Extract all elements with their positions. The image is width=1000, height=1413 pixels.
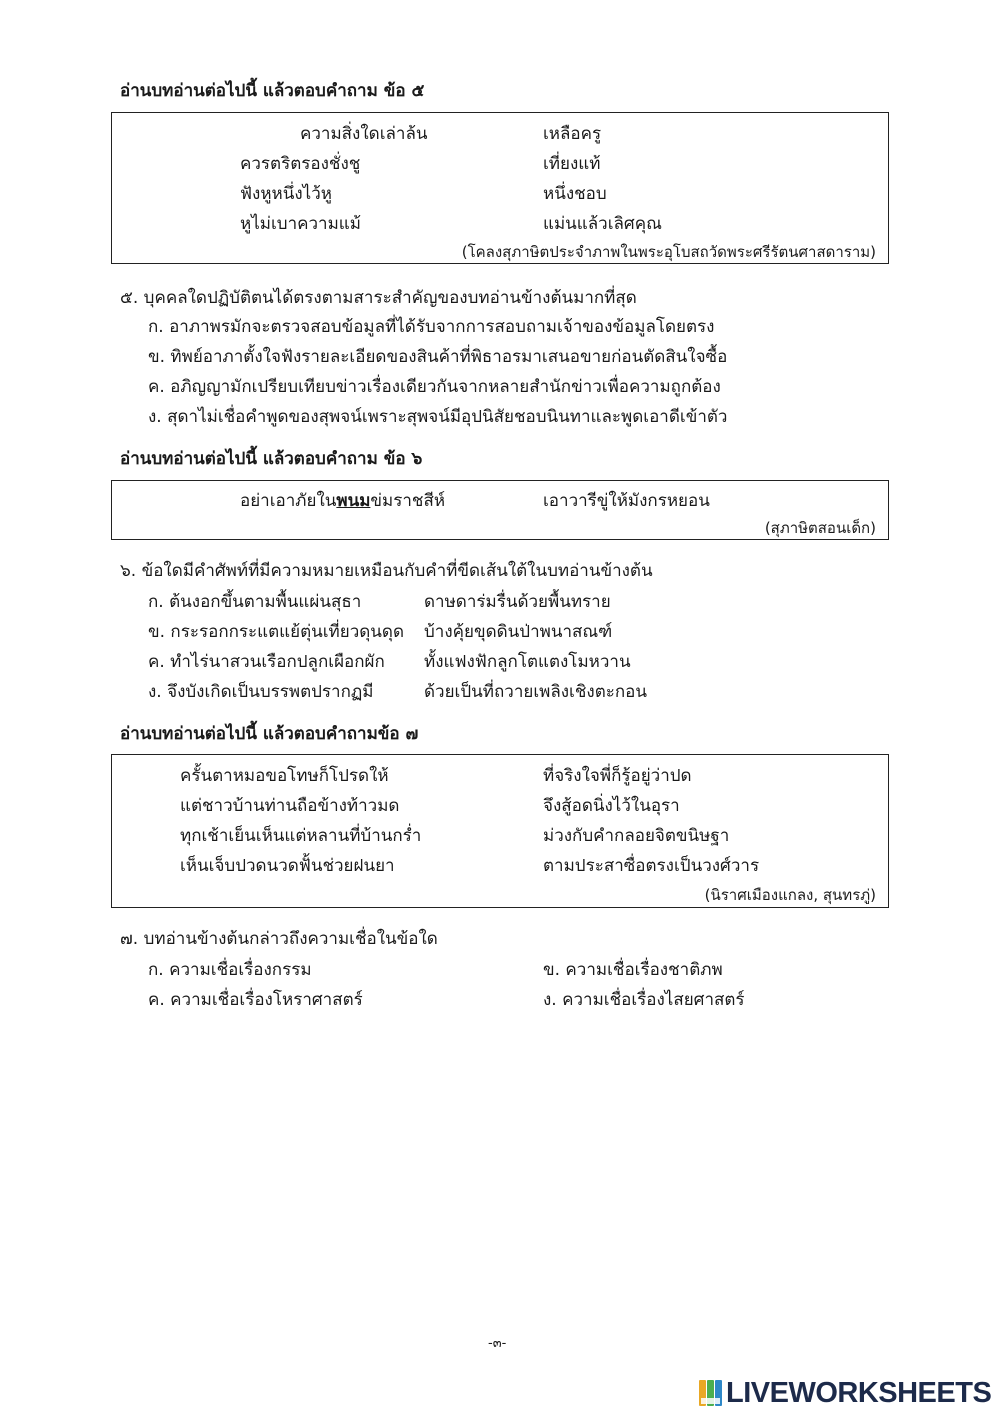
poem-line-left: เห็นเจ็บปวดนวดฟั้นช่วยฝนยา: [180, 856, 395, 876]
section-6-heading: อ่านบทอ่านต่อไปนี้ แล้วตอบคำถาม ข้อ ๖: [120, 449, 423, 469]
choice-6-d-second: ด้วยเป็นที่ถวายเพลิงเชิงตะกอน: [424, 682, 648, 702]
choice-5-d[interactable]: ง. สุดาไม่เชื่อคำพูดของสุพจน์เพราะสุพจน์มีอุปนิสัยชอบนินทาและพูดเอาดีเข้าตัว: [148, 407, 728, 427]
liveworksheets-logo: [698, 1376, 991, 1410]
section-5-heading: อ่านบทอ่านต่อไปนี้ แล้วตอบคำถาม ข้อ ๕: [120, 81, 425, 101]
choice-6-d[interactable]: ง. จึงบังเกิดเป็นบรรพตปรากฏมี: [148, 682, 374, 702]
poem-source: (สุภาษิตสอนเด็ก): [764, 519, 876, 537]
poem-source: (นิราศเมืองแกลง, สุนทรภู่): [704, 886, 876, 904]
poem-line-left: หูไม่เบาความแม้: [240, 214, 361, 234]
poem-line-left: [240, 487, 445, 514]
question-6: ๖. ข้อใดมีคำศัพท์ที่มีความหมายเหมือนกับคำที่ขีดเส้นใต้ในบทอ่านข้างต้น: [120, 561, 653, 581]
liveworksheets-logo-icon: [698, 1378, 724, 1408]
poem-line-right: เอาวารีขู่ให้มังกรหยอน: [543, 491, 710, 511]
poem-line-right: แม่นแล้วเลิศคุณ: [543, 214, 662, 234]
choice-5-a[interactable]: ก. อาภาพรมักจะตรวจสอบข้อมูลที่ได้รับจากการสอบถามเจ้าของข้อมูลโดยตรง: [148, 317, 715, 337]
poem-line-left: ความสิ่งใดเล่าล้น: [300, 124, 428, 144]
page-number: -๓-: [488, 1336, 507, 1351]
choice-7-b[interactable]: ข. ความเชื่อเรื่องชาติภพ: [543, 960, 723, 980]
poem-line-right: จึงสู้อดนิ่งไว้ในอุรา: [543, 796, 680, 816]
choice-5-c[interactable]: ค. อภิญญามักเปรียบเทียบข่าวเรื่องเดียวกันจากหลายสำนักข่าวเพื่อความถูกต้อง: [148, 377, 721, 397]
poem-line-right: เหลือครู: [543, 124, 602, 144]
poem-line-right: ตามประสาซื่อตรงเป็นวงศ์วาร: [543, 856, 760, 876]
poem-line-right: ม่วงกับคำกลอยจิตขนิษฐา: [543, 826, 730, 846]
poem-line-left: ทุกเช้าเย็นเห็นแต่หลานที่บ้านกร่ำ: [180, 826, 422, 846]
choice-6-b-second: บ้างคุ้ยขุดดินป่าพนาสณฑ์: [424, 622, 613, 642]
choice-7-d[interactable]: ง. ความเชื่อเรื่องไสยศาสตร์: [543, 990, 745, 1010]
poem-line-left: ควรตริตรองชั่งชู: [240, 154, 361, 174]
choice-7-a[interactable]: ก. ความเชื่อเรื่องกรรม: [148, 960, 312, 980]
poem-text: ข่มราชสีห์: [370, 491, 446, 511]
poem-line-left: ฟังหูหนึ่งไว้หู: [240, 184, 332, 204]
poem-text: อย่าเอาภัยใน: [240, 491, 337, 511]
poem-line-right: เที่ยงแท้: [543, 154, 601, 174]
choice-6-a-second: ดาษดาร่มรื่นด้วยพื้นทราย: [424, 592, 611, 612]
poem-line-right: ที่จริงใจพี่ก็รู้อยู่ว่าปด: [543, 766, 692, 786]
choice-6-c[interactable]: ค. ทำไร่นาสวนเรือกปลูกเผือกผัก: [148, 652, 385, 672]
poem-line-left: แต่ชาวบ้านท่านถือข้างท้าวมด: [180, 796, 400, 816]
liveworksheets-logo-text: LIVEWORKSHEETS: [726, 1376, 992, 1409]
choice-7-c[interactable]: ค. ความเชื่อเรื่องโหราศาสตร์: [148, 990, 363, 1010]
poem-line-left: ครั้นตาหมอขอโทษก็โปรดให้: [180, 766, 389, 786]
poem-line-right: หนึ่งชอบ: [543, 184, 607, 204]
choice-6-a[interactable]: ก. ต้นงอกขึ้นตามพื้นแผ่นสุธา: [148, 592, 362, 612]
underlined-word: พนม: [336, 491, 371, 511]
choice-6-c-second: ทั้งแฟงฟักลูกโตแตงโมหวาน: [424, 652, 631, 672]
choice-5-b[interactable]: ข. ทิพย์อาภาตั้งใจฟังรายละเอียดของสินค้าที่พิธาอรมาเสนอขายก่อนตัดสินใจซื้อ: [148, 347, 728, 367]
poem-source: (โคลงสุภาษิตประจำภาพในพระอุโบสถวัดพระศรีรัตนศาสดาราม): [461, 243, 876, 261]
choice-6-b[interactable]: ข. กระรอกกระแตแย้ตุ่นเที่ยวดุนดุด: [148, 622, 405, 642]
question-5: ๕. บุคคลใดปฏิบัติตนได้ตรงตามสาระสำคัญของบทอ่านข้างต้นมากที่สุด: [120, 288, 637, 308]
question-7: ๗. บทอ่านข้างต้นกล่าวถึงความเชื่อในข้อใด: [120, 929, 438, 949]
section-7-heading: อ่านบทอ่านต่อไปนี้ แล้วตอบคำถามข้อ ๗: [120, 724, 419, 744]
